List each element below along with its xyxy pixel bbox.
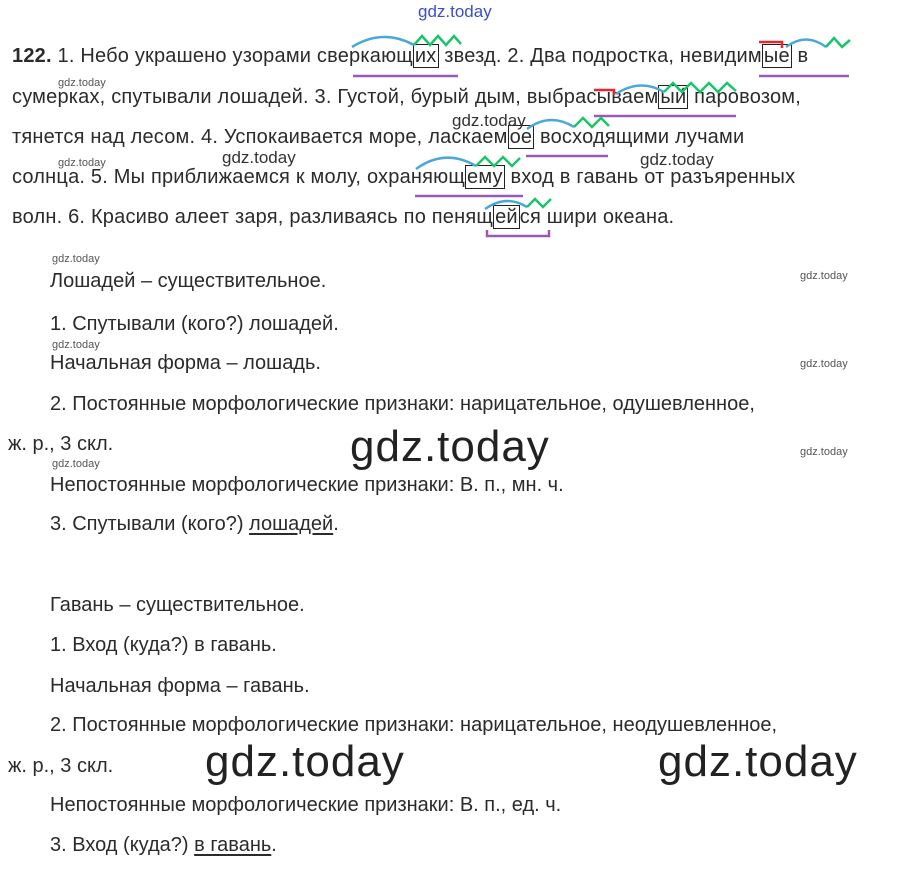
line-text: тянется над лесом. 4. Успокаивается море, — [12, 126, 429, 148]
suffix-mark-2 — [826, 38, 850, 47]
line-text: звезд. 2. Два подростка, — [438, 45, 680, 67]
line-text: восходящими лучами — [534, 126, 745, 148]
watermark-large: gdz.today — [205, 737, 405, 786]
watermark-small: gdz.today — [800, 446, 848, 458]
analysis2-step2: 2. Постоянные морфологические признаки: нарицательное, неодушевленное, — [50, 714, 778, 736]
line-text: солнца. 5. Мы приближаемся к молу, — [12, 166, 367, 188]
word-vybrasyvaemyy — [527, 85, 689, 109]
watermark-medium: gdz.today — [640, 150, 714, 169]
line-text: сумерках, спутывали лошадей. 3. Густой, бурый дым, — [12, 86, 527, 108]
watermark-small: gdz.today — [52, 253, 100, 265]
analysis1-initial: Начальная форма – лошадь. — [50, 352, 321, 374]
exercise-line-1 — [12, 45, 808, 68]
analysis2-initial: Начальная форма – гавань. — [50, 675, 310, 697]
word-penyashcheysya — [432, 205, 541, 229]
word-stem: невидим — [679, 45, 762, 67]
line-text: вход в гавань от разъяренных — [504, 166, 796, 188]
watermark-medium: gdz.today — [452, 111, 526, 130]
word-ending: ое — [509, 126, 533, 148]
step3-prefix: 3. Вход (куда?) — [50, 834, 195, 856]
step3-suffix: . — [333, 513, 339, 535]
word-stem: выбрасываем — [526, 86, 659, 108]
word-ending: ый — [660, 86, 687, 108]
watermark-large: gdz.today — [658, 737, 858, 786]
base-bracket-6 — [487, 230, 549, 236]
analysis2-step3 — [50, 834, 277, 857]
watermark-small: gdz.today — [52, 458, 100, 470]
watermark-large: gdz.today — [350, 422, 550, 471]
word-stem: охраняющ — [366, 166, 466, 188]
watermark-top: gdz.today — [418, 2, 492, 21]
analysis2-step1: 1. Вход (куда?) в гавань. — [50, 634, 277, 656]
step3-underlined-word: в гавань — [194, 834, 272, 856]
word-ohranyayushchemu — [367, 165, 505, 189]
word-postfix: ся — [519, 206, 542, 228]
analysis1-step2: 2. Постоянные морфологические признаки: нарицательное, одушевленное, — [50, 393, 755, 415]
analysis2-heading: Гавань – существительное. — [50, 594, 305, 616]
step3-underlined-word: лошадей — [249, 513, 334, 535]
exercise-line-2 — [12, 86, 801, 109]
line-text: шири океана. — [541, 206, 675, 228]
analysis2-variable: Непостоянные морфологические признаки: В. п., ед. ч. — [50, 794, 562, 816]
exercise-line-5 — [12, 206, 674, 229]
analysis1-step1: 1. Спутывали (кого?) лошадей. — [50, 313, 339, 335]
step3-prefix: 3. Спутывали (кого?) — [50, 513, 250, 535]
word-ending: ые — [763, 45, 790, 67]
line-text: волн. 6. Красиво алеет заря, разливаясь по — [12, 206, 432, 228]
watermark-small: gdz.today — [800, 358, 848, 370]
line-text: паровозом, — [688, 86, 802, 108]
word-nevidimye — [680, 44, 792, 68]
watermark-medium: gdz.today — [222, 148, 296, 167]
line-text: в — [791, 45, 809, 67]
analysis1-step3 — [50, 513, 339, 536]
word-stem: ласкаем — [428, 126, 508, 148]
watermark-small: gdz.today — [58, 77, 106, 89]
watermark-small: gdz.today — [52, 339, 100, 351]
line-text: 1. Небо украшено узорами — [57, 45, 317, 67]
word-stem: сверкающ — [316, 45, 413, 67]
watermark-small: gdz.today — [800, 270, 848, 282]
word-ending: их — [414, 45, 437, 67]
exercise-line-3 — [12, 126, 744, 149]
word-ending: ей — [495, 206, 518, 228]
analysis2-step2-cont: ж. р., 3 скл. — [8, 755, 114, 777]
word-sverkayushchih — [317, 44, 439, 68]
analysis1-step2-cont: ж. р., 3 скл. — [8, 433, 114, 455]
watermark-small: gdz.today — [58, 157, 106, 169]
word-stem: пенящ — [431, 206, 494, 228]
exercise-number: 122. — [12, 45, 52, 67]
analysis1-variable: Непостоянные морфологические признаки: В. п., мн. ч. — [50, 474, 564, 496]
analysis1-heading: Лошадей – существительное. — [50, 270, 327, 292]
step3-suffix: . — [271, 834, 277, 856]
word-ending: ему — [467, 166, 503, 188]
